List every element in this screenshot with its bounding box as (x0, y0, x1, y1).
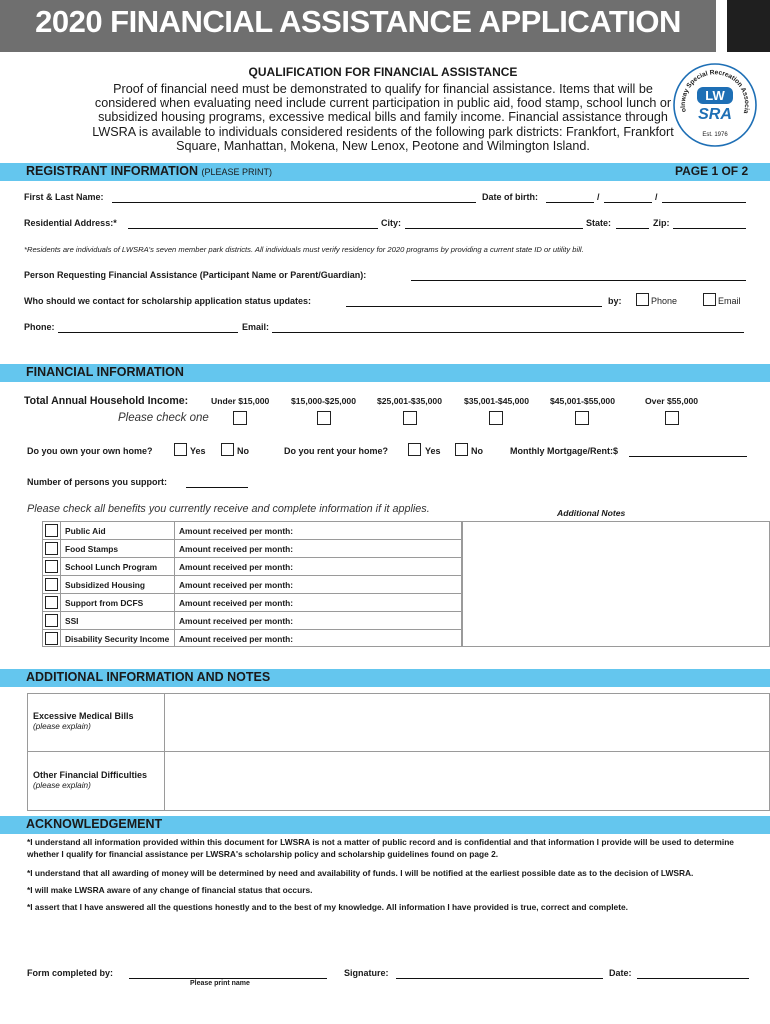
other-difficulties-field[interactable] (165, 752, 769, 810)
residency-note: *Residents are individuals of LWSRA's seven member park districts. All individuals must verify residency for 2020 programs by providing a current state ID or utility bill. (24, 245, 584, 254)
email-option-label: Email (718, 296, 741, 306)
benefit-amount-label: Amount received per month: (179, 580, 294, 590)
name-label: First & Last Name: (24, 192, 104, 202)
contact-label: Who should we contact for scholarship application status updates: (24, 296, 312, 306)
print-name-hint: Please print name (190, 980, 250, 987)
benefits-prompt: Please check all benefits you currently receive and complete information if it applies. (27, 503, 430, 515)
by-label: by: (608, 296, 622, 306)
zip-field[interactable] (673, 219, 746, 229)
benefit-checkbox-food-stamps[interactable] (45, 542, 58, 555)
logo-arc-text: olnway Special Recreation Associa (679, 69, 751, 115)
benefit-checkbox-disability[interactable] (45, 632, 58, 645)
phone-field[interactable] (58, 323, 238, 333)
page-title: 2020 FINANCIAL ASSISTANCE APPLICATION (35, 4, 681, 39)
email-field[interactable] (272, 323, 744, 333)
registrant-subtitle: (PLEASE PRINT) (201, 167, 272, 177)
completed-by-label: Form completed by: (27, 968, 114, 978)
state-label: State: (586, 218, 612, 228)
state-field[interactable] (616, 219, 649, 229)
benefit-label-school-lunch: School Lunch Program (65, 562, 158, 572)
mortgage-field[interactable] (629, 447, 747, 457)
date-label: Date: (609, 968, 632, 978)
ack-item-2: *I understand that all awarding of money will be determined by need and availability of funds. I will be notified at the earliest possible date as to the decision of LWSRA. (27, 868, 694, 878)
own-no-checkbox[interactable] (221, 443, 234, 456)
rent-yes-checkbox[interactable] (408, 443, 421, 456)
date-field[interactable] (637, 969, 749, 979)
registrant-section-title: REGISTRANT INFORMATION (PLEASE PRINT) (26, 164, 272, 178)
benefit-amount-label: Amount received per month: (179, 526, 294, 536)
address-label: Residential Address:* (24, 218, 117, 228)
phone-option-label: Phone (651, 296, 678, 306)
medical-bills-field[interactable] (165, 694, 769, 750)
bracket-label-1: Under $15,000 (211, 396, 270, 406)
address-field[interactable] (128, 219, 378, 229)
page-indicator: PAGE 1 OF 2 (675, 164, 749, 178)
other-difficulties-hint: (please explain) (33, 781, 91, 790)
logo-mark-top: LW (705, 88, 725, 103)
benefit-checkbox-dcfs[interactable] (45, 596, 58, 609)
bracket-label-5: $45,001-$55,000 (550, 396, 615, 406)
bracket-label-4: $35,001-$45,000 (464, 396, 529, 406)
rent-home-label: Do you rent your home? (284, 446, 389, 456)
income-label: Total Annual Household Income: (24, 395, 189, 407)
rent-yes-label: Yes (425, 446, 441, 456)
bracket-label-3: $25,001-$35,000 (377, 396, 442, 406)
own-no-label: No (237, 446, 249, 456)
benefit-amount-label: Amount received per month: (179, 562, 294, 572)
zip-label: Zip: (653, 218, 670, 228)
dob-slash-2: / (655, 192, 658, 202)
city-field[interactable] (405, 219, 583, 229)
completed-by-field[interactable] (129, 969, 327, 979)
logo-est: Est. 1976 (702, 132, 728, 138)
benefit-checkbox-subsidized-housing[interactable] (45, 578, 58, 591)
name-field[interactable] (112, 193, 476, 203)
bracket-checkbox-2[interactable] (317, 411, 331, 425)
benefit-label-subsidized-housing: Subsidized Housing (65, 580, 146, 590)
own-yes-label: Yes (190, 446, 206, 456)
requester-label: Person Requesting Financial Assistance (Participant Name or Parent/Guardian): (24, 270, 367, 280)
own-home-label: Do you own your own home? (27, 446, 153, 456)
bracket-label-2: $15,000-$25,000 (291, 396, 356, 406)
additional-notes-box[interactable] (462, 521, 770, 647)
dob-label: Date of birth: (482, 192, 538, 202)
bracket-checkbox-1[interactable] (233, 411, 247, 425)
rent-no-label: No (471, 446, 483, 456)
signature-label: Signature: (344, 968, 389, 978)
signature-field[interactable] (396, 969, 603, 979)
bracket-checkbox-3[interactable] (403, 411, 417, 425)
benefit-checkbox-public-aid[interactable] (45, 524, 58, 537)
dob-month-field[interactable] (546, 193, 594, 203)
benefit-label-dcfs: Support from DCFS (65, 598, 144, 608)
dob-slash-1: / (597, 192, 600, 202)
benefit-amount-label: Amount received per month: (179, 634, 294, 644)
income-check-one: Please check one (118, 412, 209, 424)
dob-year-field[interactable] (662, 193, 746, 203)
email-checkbox[interactable] (703, 293, 716, 306)
medical-bills-label: Excessive Medical Bills (33, 711, 134, 721)
bracket-label-6: Over $55,000 (645, 396, 699, 406)
persons-label: Number of persons you support: (27, 477, 168, 487)
ack-item-4: *I assert that I have answered all the questions honestly and to the best of my knowledge. All information I have provided is true, correct and complete. (27, 902, 628, 912)
bracket-checkbox-6[interactable] (665, 411, 679, 425)
email-label: Email: (242, 322, 270, 332)
lwsra-logo (672, 62, 758, 148)
rent-no-checkbox[interactable] (455, 443, 468, 456)
benefit-label-public-aid: Public Aid (65, 526, 106, 536)
city-label: City: (381, 218, 401, 228)
ack-item-3: *I will make LWSRA aware of any change of financial status that occurs. (27, 885, 313, 895)
benefit-amount-label: Amount received per month: (179, 544, 294, 554)
mortgage-label: Monthly Mortgage/Rent:$ (510, 446, 618, 456)
benefit-checkbox-school-lunch[interactable] (45, 560, 58, 573)
benefit-label-disability: Disability Security Income (65, 634, 170, 644)
contact-field[interactable] (346, 297, 602, 307)
medical-bills-hint: (please explain) (33, 722, 91, 731)
qualification-body: Proof of financial need must be demonstrated to qualify for financial assistance. Items that will be considered when evaluating need include current participation in public aid, food stamp, school lunch or subsidized housing programs, excessive medical bills and family income. Financial assistance through LWSRA is available to individuals considered residents of the following park districts: Frankfort, Frankfort Square, Manhattan, Mokena, New Lenox, Peotone and Wilmington Island. (92, 82, 674, 153)
dob-day-field[interactable] (604, 193, 652, 203)
benefit-checkbox-ssi[interactable] (45, 614, 58, 627)
benefit-label-ssi: SSI (65, 616, 79, 626)
bracket-checkbox-5[interactable] (575, 411, 589, 425)
financial-section-title: FINANCIAL INFORMATION (26, 365, 184, 379)
persons-field[interactable] (186, 478, 248, 488)
ack-item-1: *I understand all information provided within this document for LWSRA is not a matter of public record and is confidential and that information I provide will be used to determine whether I qualify for financial assistance per LWSRA's scholarship policy and scholarship guidelines found on page 2. (27, 837, 734, 859)
additional-section-title: ADDITIONAL INFORMATION AND NOTES (26, 670, 271, 684)
other-difficulties-label: Other Financial Difficulties (33, 770, 148, 780)
qualification-title: QUALIFICATION FOR FINANCIAL ASSISTANCE (248, 65, 518, 79)
benefit-amount-label: Amount received per month: (179, 616, 294, 626)
phone-label: Phone: (24, 322, 55, 332)
corner-tab (727, 0, 770, 52)
logo-mark-bottom: SRA (698, 106, 732, 123)
requester-field[interactable] (411, 271, 746, 281)
benefit-amount-label: Amount received per month: (179, 598, 294, 608)
phone-checkbox[interactable] (636, 293, 649, 306)
benefit-label-food-stamps: Food Stamps (65, 544, 119, 554)
additional-notes-label: Additional Notes (557, 508, 626, 518)
acknowledgement-section-title: ACKNOWLEDGEMENT (26, 817, 163, 831)
own-yes-checkbox[interactable] (174, 443, 187, 456)
bracket-checkbox-4[interactable] (489, 411, 503, 425)
